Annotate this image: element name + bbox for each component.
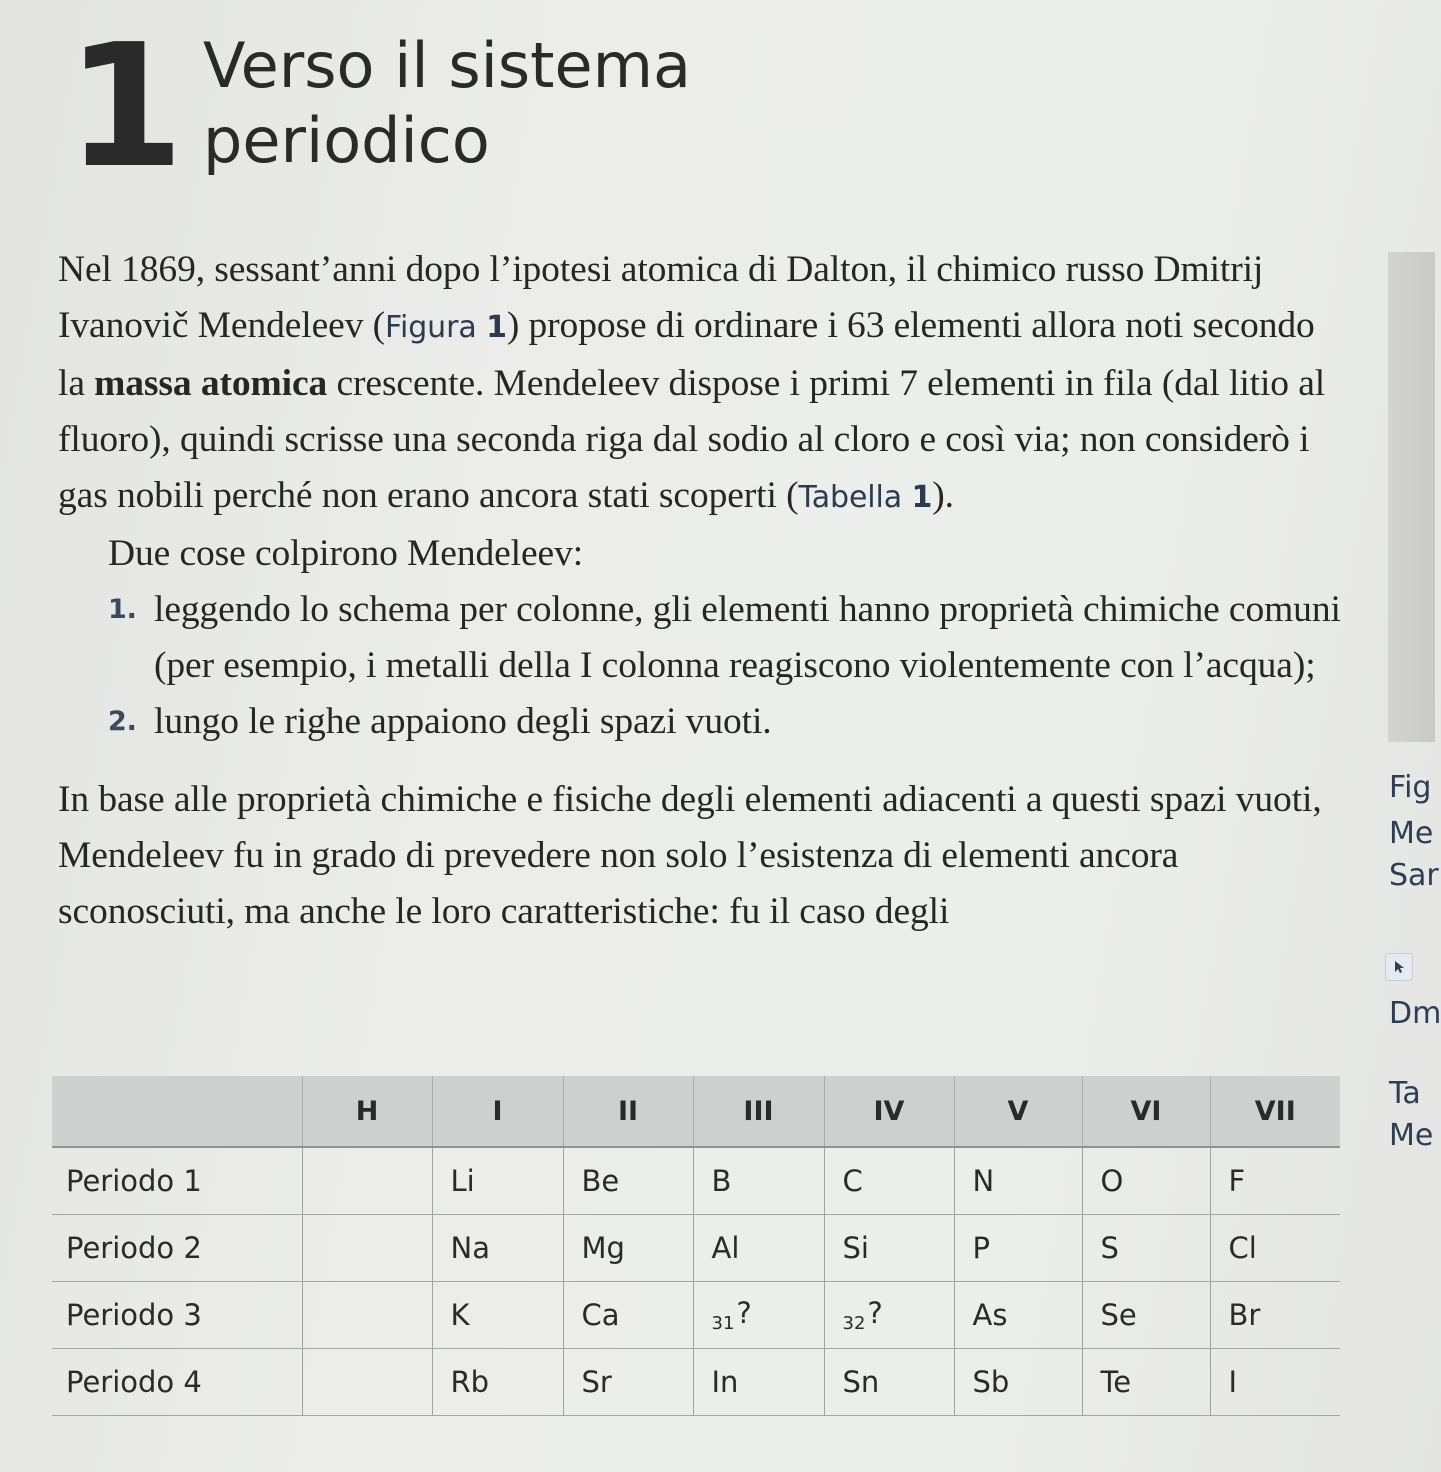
- element-cell: Na: [432, 1215, 563, 1282]
- element-cell: [302, 1215, 432, 1282]
- element-cell: Sn: [824, 1349, 954, 1416]
- mendeleev-table: [52, 1076, 1340, 1416]
- element-cell: C: [824, 1147, 954, 1215]
- cursor-icon[interactable]: [1385, 953, 1413, 981]
- margin-caption-me: Me: [1389, 816, 1434, 851]
- list-item: [108, 694, 1348, 750]
- margin-caption-me2: Me: [1389, 1118, 1434, 1153]
- list-item: [108, 582, 1348, 694]
- atomic-number: 32: [842, 1313, 866, 1334]
- element-cell: Mg: [563, 1215, 693, 1282]
- margin-caption-sar: Sar: [1389, 858, 1439, 893]
- element-cell: F: [1210, 1147, 1340, 1215]
- unknown-mark: ?: [736, 1296, 752, 1330]
- element-cell: Te: [1082, 1349, 1210, 1416]
- figure-reference[interactable]: Figura 1: [385, 310, 507, 345]
- chapter-number: 1: [66, 8, 181, 206]
- margin-caption-ta: Ta: [1389, 1076, 1421, 1111]
- intro-paragraph: Nel 1869, sessant’anni dopo l’ipotesi atomica di Dalton, il chimico russo Dmitrij Ivanovič Mendeleev (Figura 1) propose di ordinare i 63 elementi allora noti secondo la massa atomica crescente. Mendeleev dispose i primi 7 elementi in fila (dal litio al fluoro), quindi scrisse una seconda riga dal sodio al cloro e così via; non considerò i gas nobili perché non erano ancora stati scoperti (Tabella 1).: [58, 249, 1326, 516]
- element-cell: Si: [824, 1215, 954, 1282]
- element-cell: K: [432, 1282, 563, 1349]
- element-cell: Li: [432, 1147, 563, 1215]
- list-text: lungo le righe appaiono degli spazi vuoti.: [154, 701, 772, 742]
- table-header-row: [52, 1076, 1340, 1147]
- element-cell: [302, 1349, 432, 1416]
- header-cell: III: [693, 1076, 824, 1147]
- element-cell: B: [693, 1147, 824, 1215]
- element-cell: I: [1210, 1349, 1340, 1416]
- margin-caption-fig: Fig: [1389, 770, 1432, 805]
- element-cell: Sr: [563, 1349, 693, 1416]
- prediction-paragraph: In base alle proprietà chimiche e fisiche degli elementi adiacenti a questi spazi vuoti, Mendeleev fu in grado di prevedere non solo l’esistenza di elementi ancora sconosciuti, ma anche le loro caratteristiche: fu il caso degli: [58, 779, 1322, 932]
- portrait-image-edge: [1388, 252, 1435, 742]
- table-reference[interactable]: Tabella 1: [798, 480, 933, 515]
- element-cell: In: [693, 1349, 824, 1416]
- element-cell: Be: [563, 1147, 693, 1215]
- observation-list: [58, 582, 1348, 750]
- period-label: Periodo 2: [52, 1215, 302, 1282]
- header-cell: I: [432, 1076, 563, 1147]
- period-label: Periodo 4: [52, 1349, 302, 1416]
- element-cell: Rb: [432, 1349, 563, 1416]
- header-cell: VI: [1082, 1076, 1210, 1147]
- atomic-number: 31: [711, 1313, 735, 1334]
- key-term: massa atomica: [94, 363, 328, 404]
- header-cell: [52, 1076, 302, 1147]
- element-cell: Sb: [954, 1349, 1082, 1416]
- table-row: [52, 1349, 1340, 1416]
- period-label: Periodo 3: [52, 1282, 302, 1349]
- unknown-element-cell: [693, 1282, 824, 1349]
- element-cell: Cl: [1210, 1215, 1340, 1282]
- element-cell: S: [1082, 1215, 1210, 1282]
- element-cell: P: [954, 1215, 1082, 1282]
- element-cell: O: [1082, 1147, 1210, 1215]
- body-text: [58, 242, 1348, 940]
- observation-intro: Due cose colpirono Mendeleev:: [108, 533, 584, 574]
- element-cell: Br: [1210, 1282, 1340, 1349]
- table-row: [52, 1147, 1340, 1215]
- list-number: 2.: [108, 706, 137, 737]
- list-text: leggendo lo schema per colonne, gli elementi hanno proprietà chimiche comuni (per esempio, i metalli della I colonna reagiscono violentemente con l’acqua);: [154, 589, 1341, 686]
- unknown-element-cell: [824, 1282, 954, 1349]
- unknown-mark: ?: [867, 1296, 883, 1330]
- element-cell: Ca: [563, 1282, 693, 1349]
- period-label: Periodo 1: [52, 1147, 302, 1215]
- element-cell: Se: [1082, 1282, 1210, 1349]
- header-cell: VII: [1210, 1076, 1340, 1147]
- element-cell: [302, 1147, 432, 1215]
- element-cell: Al: [693, 1215, 824, 1282]
- table-row: [52, 1215, 1340, 1282]
- element-cell: N: [954, 1147, 1082, 1215]
- list-number: 1.: [108, 594, 137, 625]
- header-cell: H: [302, 1076, 432, 1147]
- header-cell: II: [563, 1076, 693, 1147]
- margin-caption-dm: Dm: [1389, 996, 1441, 1031]
- table-row: [52, 1282, 1340, 1349]
- header-cell: IV: [824, 1076, 954, 1147]
- element-cell: As: [954, 1282, 1082, 1349]
- element-cell: [302, 1282, 432, 1349]
- chapter-title: Verso il sistema periodico: [203, 29, 692, 177]
- header-cell: V: [954, 1076, 1082, 1147]
